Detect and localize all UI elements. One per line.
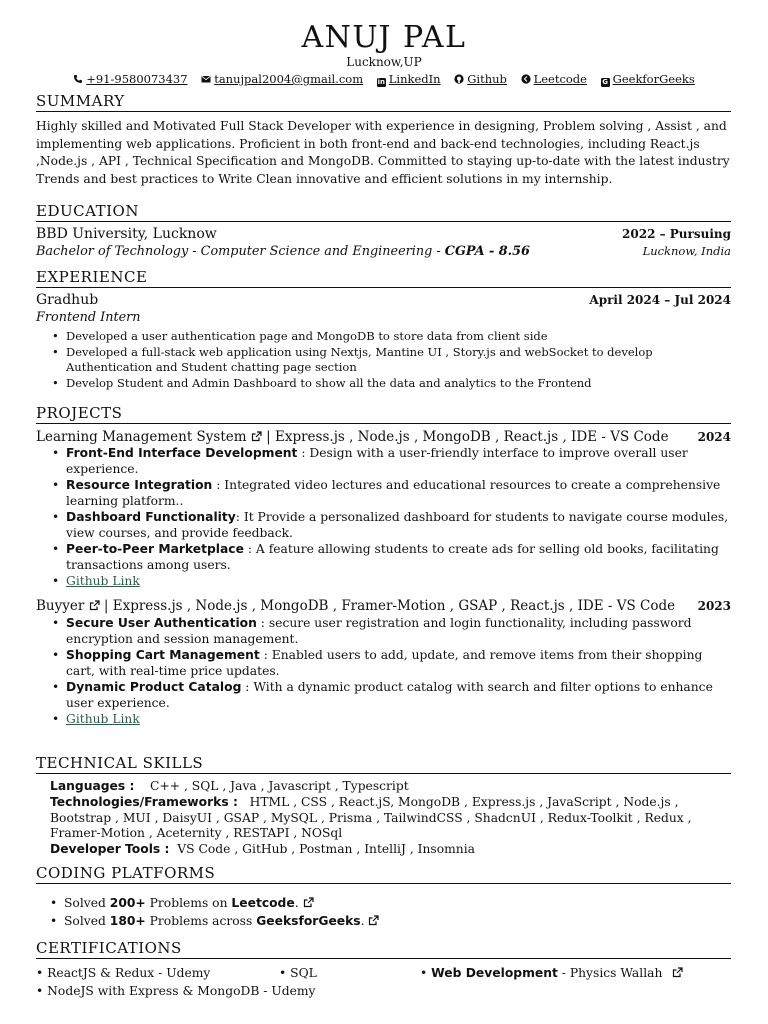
skills-value: C++ , SQL , Java , Javascript , Typescript [150,779,409,793]
list-item [52,478,732,510]
external-link-icon[interactable] [303,897,314,908]
skills-languages [50,779,730,795]
list-item: • Develop Student and Admin Dashboard to show all the data and analytics to the Frontend [52,376,732,391]
project-bullets [52,616,732,728]
cgpa: CGPA - 8.56 [444,244,530,259]
coding-text: . [294,896,299,910]
projects-heading: PROJECTS [36,404,731,424]
github-link[interactable]: Github [467,72,507,86]
certification-item: • SQL [279,966,317,980]
coding-text: . [360,914,365,928]
list-item [52,510,732,542]
certification-text: SQL [290,966,317,980]
bullet-head: Front-End Interface Development [66,446,298,460]
certification-item: • ReactJS & Redux - Udemy [36,966,211,980]
company-name: Gradhub [36,292,99,308]
education-heading: EDUCATION [36,202,731,222]
skills-heading: TECHNICAL SKILLS [36,754,731,774]
project-title [36,598,675,614]
platform-name: Leetcode [231,896,295,910]
experience-bullets [52,329,732,392]
degree-text: Bachelor of Technology - Computer Science and Engineering - [36,244,445,259]
github-project-link[interactable]: Github Link [66,711,140,726]
list-item [52,574,732,590]
summary-heading: SUMMARY [36,92,731,112]
problem-count: 180+ [109,914,146,928]
role-row [36,310,731,325]
bullet-text: : Enabled users to add, update, and remove items from their shopping cart, with real-time price updates. [66,647,703,678]
skills-value: HTML , CSS , React.jS, MongoDB , Express.js , JavaScript , Node.js , Bootstrap , MUI , DaisyUI , GSAP , MySQL , Prisma , TailwindCSS , ShadcnUI , Redux-Toolkit , Redux , Framer-Motion , Aceternity , RESTAPI , NOSql [50,794,692,841]
resume-name: ANUJ PAL [301,20,467,55]
gfg-link[interactable]: GeekforGeeks [612,72,695,86]
degree [36,244,530,259]
list-item [50,895,730,912]
github-icon [454,74,464,84]
bullet-text: : secure user registration and login functionality, including password encryption and session management. [66,616,692,646]
certifications-list [36,964,736,1004]
list-item [52,648,732,680]
bullet-head: Dynamic Product Catalog [66,679,242,694]
list-item: • Developed a user authentication page and MongoDB to store data from client side [52,329,732,344]
bullet-head: Secure User Authentication [66,616,257,630]
skills-label: Languages : [50,779,135,793]
project-year: 2023 [697,599,731,613]
certification-item: • NodeJS with Express & MongoDB - Udemy [36,984,316,998]
project-name: Buyyer [36,598,85,614]
bullet-head: Dashboard Functionality [66,509,236,524]
bullet-text: : With a dynamic product catalog with search and filter options to enhance user experience. [66,679,713,710]
list-item [52,712,732,728]
skills-label: Technologies/Frameworks : [50,794,238,809]
bullet-head: Resource Integration [66,477,213,492]
list-item [52,542,732,574]
contact-linkedin[interactable] [377,72,441,87]
skills-block [50,779,730,858]
education-row [36,226,731,242]
experience-row [36,292,731,308]
external-link-icon[interactable] [89,600,100,611]
summary-text: Highly skilled and Motivated Full Stack Developer with experience in designing, Problem solving , Assist , and implementing web applications. Proficient in both front-end and back-end technologies, including React.js ,Node.js , API , Technical Specification and MongoDB. Committed to staying up-to-date with the latest industry Trends and best practices to Write Clean innovative and efficient solutions in my internship. [36,119,730,186]
project-name: Learning Management System [36,429,247,445]
education-date: 2022 – Pursuing [622,227,731,241]
list-item [52,446,732,478]
list-item [50,913,730,930]
coding-text: Solved [64,914,110,928]
coding-text: Problems across [145,914,257,928]
bullet-text: : Integrated video lectures and educational resources to create a comprehensive learning platform.. [66,477,721,508]
experience-heading: EXPERIENCE [36,268,731,288]
contact-bar [0,72,768,87]
bullet-head: Peer-to-Peer Marketplace [66,541,244,556]
list-item [52,680,732,712]
project-bullets [52,446,732,590]
school-location: Lucknow, India [642,244,731,258]
project-year: 2024 [697,430,731,444]
project-header [36,429,731,445]
project-stack: | Express.js , Node.js , MongoDB , React.js , IDE - VS Code [266,429,669,445]
skills-label: Developer Tools : [50,842,170,857]
geeksforgeeks-icon: G [602,78,609,86]
coding-text: Solved [64,896,110,910]
certification-title: Web Development [431,966,558,980]
phone-link[interactable]: +91-9580073437 [86,72,188,86]
location: Lucknow,UP [346,55,422,69]
bullet-head: Shopping Cart Management [66,647,260,662]
certification-text: - Physics Wallah [557,966,663,980]
coding-heading: CODING PLATFORMS [36,864,731,884]
bullet-text: : It Provide a personalized dashboard for students to navigate course modules, view courses, and provide feedback. [66,509,729,540]
certifications-heading: CERTIFICATIONS [36,939,731,959]
role: Frontend Intern [36,310,141,325]
envelope-icon [201,74,211,84]
contact-github[interactable] [454,72,507,86]
coding-text: Problems on [145,896,232,910]
coding-list [50,895,730,931]
phone-icon [73,74,83,84]
external-link-icon[interactable] [672,967,683,978]
list-item [52,616,732,648]
leetcode-link[interactable]: Leetcode [533,72,587,86]
certification-text: NodeJS with Express & MongoDB - Udemy [47,984,316,998]
project-title [36,429,669,445]
bullet-text: : Design with a user-friendly interface to improve overall user experience. [66,446,688,476]
project-stack: | Express.js , Node.js , MongoDB , Framer-Motion , GSAP , React.js , IDE - VS Code [103,598,676,614]
project-header [36,598,731,614]
certification-text: ReactJS & Redux - Udemy [47,966,211,980]
contact-phone[interactable] [73,72,187,86]
bullet-text: : A feature allowing students to create ads for selling old books, facilitating transactions among users. [66,541,719,572]
email-link[interactable]: tanujpal2004@gmail.com [214,72,364,86]
certification-item: • Web Development - Physics Wallah [420,964,683,982]
linkedin-link[interactable]: LinkedIn [388,72,441,86]
degree-row [36,244,731,259]
github-project-link[interactable]: Github Link [66,573,140,588]
contact-gfg[interactable] [601,72,695,87]
platform-name: GeeksforGeeks [256,914,361,928]
problem-count: 200+ [109,896,146,910]
contact-leetcode[interactable] [521,72,587,86]
contact-email[interactable] [201,72,363,86]
experience-date: April 2024 – Jul 2024 [589,293,731,307]
skills-tech [50,795,730,842]
skills-value: VS Code , GitHub , Postman , IntelliJ , Insomnia [177,842,475,857]
leetcode-icon [521,74,531,84]
linkedin-icon: in [377,78,385,86]
list-item: • Developed a full-stack web application using Nextjs, Mantine UI , Story.js and webSocket to develop Authentication and Student chatting page section [52,345,732,375]
skills-tools [50,842,730,858]
school-name: BBD University, Lucknow [36,226,217,242]
external-link-icon[interactable] [368,915,379,926]
external-link-icon[interactable] [251,431,262,442]
